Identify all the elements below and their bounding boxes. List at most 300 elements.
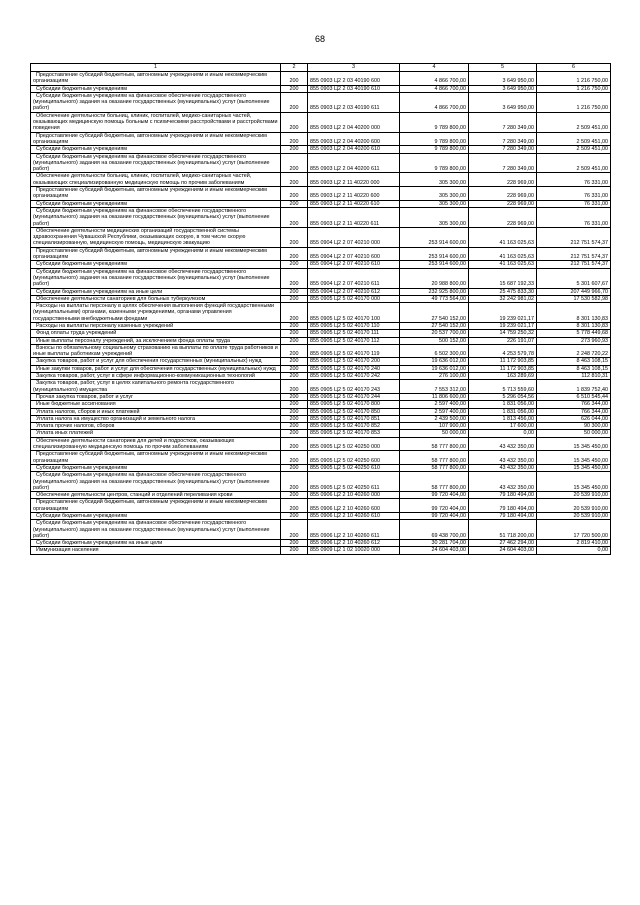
row-value-4-cell: 305 300,00 — [400, 207, 469, 227]
row-value-5-cell: 17 600,00 — [469, 423, 537, 430]
row-value-5-cell: 32 242 981,02 — [469, 295, 537, 302]
row-code-cell: 855 0904 Ц2 2 07 40210 000 — [308, 227, 400, 247]
row-column-2-cell: 200 — [281, 464, 308, 471]
table-row — [31, 247, 611, 261]
row-value-6-cell: 0,00 — [537, 547, 611, 554]
row-column-2-cell: 200 — [281, 472, 308, 492]
row-name-cell: Субсидии бюджетным учреждениям на финансовое обеспечение государственного (муниципального) задания на оказание государственных (муниципальных) услуг (выполнение работ) — [31, 207, 281, 227]
row-name-cell: Уплата налогов, сборов и иных платежей — [31, 408, 281, 415]
row-value-6-cell: 76 331,00 — [537, 173, 611, 187]
row-column-2-cell: 200 — [281, 408, 308, 415]
row-code-cell: 855 0903 Ц2 2 04 40200 600 — [308, 132, 400, 146]
row-code-cell: 855 0906 Ц2 2 10 40260 000 — [308, 492, 400, 499]
row-name-cell: Предоставление субсидий бюджетным, автономным учреждениям и иным некоммерческим организациям — [31, 247, 281, 261]
row-value-5-cell: 5 296 054,56 — [469, 393, 537, 400]
row-code-cell: 855 0905 Ц2 5 02 40170 853 — [308, 430, 400, 437]
row-column-2-cell: 200 — [281, 288, 308, 295]
table-row — [31, 492, 611, 499]
row-value-5-cell: 24 604 403,00 — [469, 547, 537, 554]
table-row — [31, 547, 611, 554]
row-column-2-cell: 200 — [281, 303, 308, 323]
row-value-6-cell: 8 301 130,83 — [537, 322, 611, 329]
row-code-cell: 855 0905 Ц2 5 02 40250 000 — [308, 437, 400, 451]
row-value-5-cell: 43 432 350,00 — [469, 451, 537, 465]
row-value-6-cell: 90 300,00 — [537, 423, 611, 430]
row-code-cell: 855 0905 Ц2 5 02 40170 852 — [308, 423, 400, 430]
row-column-2-cell: 200 — [281, 330, 308, 337]
row-column-2-cell: 200 — [281, 227, 308, 247]
row-value-5-cell: 79 180 494,00 — [469, 513, 537, 520]
table-row — [31, 322, 611, 329]
row-name-cell: Иные закупки товаров, работ и услуг для обеспечения государственных (муниципальных) нужд — [31, 365, 281, 372]
row-value-4-cell: 2 597 400,00 — [400, 401, 469, 408]
row-column-2-cell: 200 — [281, 85, 308, 92]
row-name-cell: Субсидии бюджетным учреждениям — [31, 261, 281, 268]
row-code-cell: 855 0905 Ц2 5 02 40170 244 — [308, 393, 400, 400]
row-name-cell: Субсидии бюджетным учреждениям на иные цели — [31, 540, 281, 547]
table-row — [31, 153, 611, 173]
row-code-cell: 855 0905 Ц2 5 02 40170 240 — [308, 365, 400, 372]
row-value-4-cell: 107 900,00 — [400, 423, 469, 430]
row-name-cell: Закупка товаров, работ и услуг для обеспечения государственных (муниципальных) нужд — [31, 358, 281, 365]
table-row — [31, 513, 611, 520]
table-row — [31, 344, 611, 358]
row-value-6-cell: 76 331,00 — [537, 200, 611, 207]
table-row — [31, 401, 611, 408]
table-row — [31, 540, 611, 547]
row-value-4-cell: 253 914 600,00 — [400, 227, 469, 247]
table-row — [31, 303, 611, 323]
table-row — [31, 437, 611, 451]
row-value-5-cell: 19 239 021,17 — [469, 303, 537, 323]
row-value-5-cell: 7 280 349,00 — [469, 146, 537, 153]
row-value-6-cell: 8 463 108,15 — [537, 358, 611, 365]
row-code-cell: 855 0904 Ц2 2 07 40210 611 — [308, 268, 400, 288]
row-name-cell: Уплата налога на имущество организаций и земельного налога — [31, 415, 281, 422]
table-row — [31, 430, 611, 437]
row-value-5-cell: 14 759 250,32 — [469, 330, 537, 337]
row-name-cell: Обеспечение деятельности санаториев для больных туберкулезом — [31, 295, 281, 302]
row-value-4-cell: 19 636 012,00 — [400, 365, 469, 372]
row-value-5-cell: 41 163 025,63 — [469, 227, 537, 247]
table-row — [31, 373, 611, 380]
row-value-6-cell: 212 751 574,37 — [537, 227, 611, 247]
row-value-5-cell: 228 969,00 — [469, 200, 537, 207]
row-value-5-cell: 1 831 056,00 — [469, 408, 537, 415]
row-value-6-cell: 15 345 450,00 — [537, 472, 611, 492]
row-value-6-cell: 212 751 574,37 — [537, 247, 611, 261]
row-value-5-cell: 7 280 349,00 — [469, 112, 537, 132]
row-column-2-cell: 200 — [281, 520, 308, 540]
row-column-2-cell: 200 — [281, 337, 308, 344]
row-value-5-cell: 41 163 025,63 — [469, 261, 537, 268]
row-value-5-cell: 15 687 192,33 — [469, 268, 537, 288]
row-name-cell: Субсидии бюджетным учреждениям — [31, 85, 281, 92]
row-value-6-cell: 766 344,00 — [537, 401, 611, 408]
row-code-cell: 855 0905 Ц2 5 02 40170 850 — [308, 408, 400, 415]
table-row — [31, 499, 611, 513]
row-value-6-cell: 20 539 910,00 — [537, 513, 611, 520]
row-value-5-cell: 3 649 950,00 — [469, 72, 537, 86]
row-column-2-cell: 200 — [281, 173, 308, 187]
table-row — [31, 330, 611, 337]
row-value-6-cell: 2 248 720,22 — [537, 344, 611, 358]
row-value-6-cell: 1 216 750,00 — [537, 92, 611, 112]
row-value-6-cell: 15 345 450,00 — [537, 451, 611, 465]
row-value-4-cell: 9 789 800,00 — [400, 146, 469, 153]
table-row — [31, 295, 611, 302]
row-value-4-cell: 305 300,00 — [400, 187, 469, 201]
column-header-5: 5 — [469, 64, 537, 72]
row-name-cell: Иные бюджетные ассигнования — [31, 401, 281, 408]
budget-table — [30, 63, 611, 555]
row-value-6-cell: 212 751 574,37 — [537, 261, 611, 268]
row-code-cell: 855 0903 Ц2 2 04 40200 610 — [308, 146, 400, 153]
row-value-5-cell: 51 718 200,00 — [469, 520, 537, 540]
row-code-cell: 855 0905 Ц2 5 02 40250 611 — [308, 472, 400, 492]
row-code-cell: 855 0903 Ц2 2 11 40220 600 — [308, 187, 400, 201]
row-code-cell: 855 0903 Ц2 2 11 40220 610 — [308, 200, 400, 207]
row-column-2-cell: 200 — [281, 261, 308, 268]
row-column-2-cell: 200 — [281, 393, 308, 400]
table-row — [31, 423, 611, 430]
table-row — [31, 380, 611, 394]
row-value-4-cell: 69 438 700,00 — [400, 520, 469, 540]
table-row — [31, 358, 611, 365]
column-header-2: 2 — [281, 64, 308, 72]
row-value-6-cell: 273 960,93 — [537, 337, 611, 344]
row-value-5-cell: 41 163 025,63 — [469, 247, 537, 261]
column-header-6: 6 — [537, 64, 611, 72]
row-code-cell: 855 0905 Ц2 5 02 40170 110 — [308, 322, 400, 329]
row-code-cell: 855 0905 Ц2 5 02 40250 610 — [308, 464, 400, 471]
column-header-3: 3 — [308, 64, 400, 72]
row-value-5-cell: 228 969,00 — [469, 187, 537, 201]
row-value-4-cell: 49 773 564,00 — [400, 295, 469, 302]
row-name-cell: Субсидии бюджетным учреждениям на иные цели — [31, 288, 281, 295]
row-code-cell: 855 0906 Ц2 2 10 40260 611 — [308, 520, 400, 540]
row-value-4-cell: 20 988 800,00 — [400, 268, 469, 288]
row-name-cell: Фонд оплаты труда учреждений — [31, 330, 281, 337]
row-value-6-cell: 1 839 752,40 — [537, 380, 611, 394]
table-row — [31, 187, 611, 201]
row-column-2-cell: 200 — [281, 207, 308, 227]
row-code-cell: 855 0905 Ц2 5 02 40170 100 — [308, 303, 400, 323]
row-value-4-cell: 6 502 300,00 — [400, 344, 469, 358]
row-code-cell: 855 0905 Ц2 5 02 40170 200 — [308, 358, 400, 365]
row-value-4-cell: 500 152,00 — [400, 337, 469, 344]
row-value-4-cell: 50 000,00 — [400, 430, 469, 437]
row-value-5-cell: 4 253 579,78 — [469, 344, 537, 358]
row-value-5-cell: 1 813 456,00 — [469, 415, 537, 422]
row-name-cell: Взносы по обязательному социальному страхованию на выплаты по оплате труда работников и иные выплаты работникам учреждений — [31, 344, 281, 358]
row-value-5-cell: 226 191,07 — [469, 337, 537, 344]
row-name-cell: Субсидии бюджетным учреждениям — [31, 146, 281, 153]
row-code-cell: 855 0903 Ц2 2 11 40220 000 — [308, 173, 400, 187]
row-column-2-cell: 200 — [281, 295, 308, 302]
row-column-2-cell: 200 — [281, 92, 308, 112]
row-name-cell: Расходы на выплаты персоналу казенных учреждений — [31, 322, 281, 329]
row-value-4-cell: 232 925 800,00 — [400, 288, 469, 295]
row-column-2-cell: 200 — [281, 451, 308, 465]
row-code-cell: 855 0905 Ц2 5 02 40250 600 — [308, 451, 400, 465]
table-row — [31, 520, 611, 540]
row-value-6-cell: 50 000,00 — [537, 430, 611, 437]
row-name-cell: Обеспечение деятельности больниц, клиник, госпиталей, медико-санитарных частей, оказывающих медицинскую помощь больным с психическими расстройствами и расстройствами поведения — [31, 112, 281, 132]
row-value-4-cell: 58 777 800,00 — [400, 464, 469, 471]
table-row — [31, 408, 611, 415]
row-column-2-cell: 200 — [281, 247, 308, 261]
row-code-cell: 855 0903 Ц2 2 04 40200 611 — [308, 153, 400, 173]
row-name-cell: Предоставление субсидий бюджетным, автономным учреждениям и иным некоммерческим организациям — [31, 132, 281, 146]
row-value-6-cell: 5 778 449,68 — [537, 330, 611, 337]
row-code-cell: 855 0903 Ц2 2 03 40190 600 — [308, 72, 400, 86]
table-header-row — [31, 64, 611, 72]
table-row — [31, 268, 611, 288]
row-column-2-cell: 200 — [281, 430, 308, 437]
row-column-2-cell: 200 — [281, 423, 308, 430]
table-row — [31, 464, 611, 471]
row-value-4-cell: 27 540 152,00 — [400, 322, 469, 329]
row-name-cell: Предоставление субсидий бюджетным, автономным учреждениям и иным некоммерческим организациям — [31, 451, 281, 465]
row-column-2-cell: 200 — [281, 365, 308, 372]
row-value-4-cell: 305 300,00 — [400, 173, 469, 187]
row-value-4-cell: 7 553 312,00 — [400, 380, 469, 394]
row-value-4-cell: 9 789 800,00 — [400, 153, 469, 173]
row-value-5-cell: 1 831 056,00 — [469, 401, 537, 408]
row-value-4-cell: 2 439 500,00 — [400, 415, 469, 422]
row-value-6-cell: 1 216 750,00 — [537, 85, 611, 92]
row-column-2-cell: 200 — [281, 153, 308, 173]
row-value-5-cell: 27 462 294,00 — [469, 540, 537, 547]
row-name-cell: Обеспечение деятельности медицинских организаций государственной системы здравоохранения Чувашской Республики, оказывающих скорую, в том числе скорую специализированную, медицинскую помощь, медицинскую эвакуацию — [31, 227, 281, 247]
row-value-4-cell: 253 914 600,00 — [400, 261, 469, 268]
table-row — [31, 451, 611, 465]
row-column-2-cell: 200 — [281, 72, 308, 86]
row-value-4-cell: 20 537 700,00 — [400, 330, 469, 337]
row-name-cell: Предоставление субсидий бюджетным, автономным учреждениям и иным некоммерческим организациям — [31, 72, 281, 86]
row-value-4-cell: 253 914 600,00 — [400, 247, 469, 261]
row-value-5-cell: 7 280 349,00 — [469, 132, 537, 146]
row-value-6-cell: 20 539 910,00 — [537, 492, 611, 499]
row-value-4-cell: 27 540 152,00 — [400, 303, 469, 323]
row-value-6-cell: 20 539 910,00 — [537, 499, 611, 513]
row-value-4-cell: 99 720 404,00 — [400, 513, 469, 520]
row-column-2-cell: 200 — [281, 344, 308, 358]
row-name-cell: Уплата прочих налогов, сборов — [31, 423, 281, 430]
row-value-6-cell: 2 509 451,00 — [537, 146, 611, 153]
row-value-6-cell: 766 344,00 — [537, 408, 611, 415]
row-value-5-cell: 79 180 494,00 — [469, 492, 537, 499]
row-code-cell: 855 0904 Ц2 2 07 40210 612 — [308, 288, 400, 295]
row-column-2-cell: 200 — [281, 358, 308, 365]
row-value-6-cell: 15 345 450,00 — [537, 437, 611, 451]
row-value-5-cell: 11 172 903,85 — [469, 365, 537, 372]
row-value-6-cell: 76 331,00 — [537, 187, 611, 201]
row-name-cell: Обеспечение деятельности санаториев для детей и подростков, оказывающих специализированную медицинскую помощь по прочим заболеваниям — [31, 437, 281, 451]
table-row — [31, 85, 611, 92]
table-row — [31, 415, 611, 422]
row-name-cell: Субсидии бюджетным учреждениям на финансовое обеспечение государственного (муниципального) задания на оказание государственных (муниципальных) услуг (выполнение работ) — [31, 92, 281, 112]
row-value-6-cell: 8 463 108,15 — [537, 365, 611, 372]
row-value-5-cell: 3 649 950,00 — [469, 85, 537, 92]
row-value-4-cell: 305 300,00 — [400, 200, 469, 207]
row-value-6-cell: 2 819 410,00 — [537, 540, 611, 547]
row-name-cell: Субсидии бюджетным учреждениям на финансовое обеспечение государственного (муниципального) задания на оказание государственных (муниципальных) услуг (выполнение работ) — [31, 520, 281, 540]
row-code-cell: 855 0906 Ц2 2 10 40260 612 — [308, 540, 400, 547]
row-value-6-cell: 1 216 750,00 — [537, 72, 611, 86]
row-code-cell: 855 0905 Ц2 5 02 40170 119 — [308, 344, 400, 358]
row-value-4-cell: 11 806 600,00 — [400, 393, 469, 400]
row-value-6-cell: 6 510 545,44 — [537, 393, 611, 400]
table-row — [31, 132, 611, 146]
row-column-2-cell: 200 — [281, 499, 308, 513]
row-column-2-cell: 200 — [281, 146, 308, 153]
table-row — [31, 146, 611, 153]
table-row — [31, 112, 611, 132]
row-value-5-cell: 228 969,00 — [469, 173, 537, 187]
column-header-4: 4 — [400, 64, 469, 72]
row-name-cell: Субсидии бюджетным учреждениям на финансовое обеспечение государственного (муниципального) задания на оказание государственных (муниципальных) услуг (выполнение работ) — [31, 153, 281, 173]
row-code-cell: 855 0903 Ц2 2 04 40200 000 — [308, 112, 400, 132]
row-value-5-cell: 79 180 494,00 — [469, 499, 537, 513]
table-row — [31, 261, 611, 268]
row-column-2-cell: 200 — [281, 373, 308, 380]
row-value-4-cell: 9 789 800,00 — [400, 112, 469, 132]
row-column-2-cell: 200 — [281, 187, 308, 201]
row-value-4-cell: 4 866 700,00 — [400, 92, 469, 112]
table-row — [31, 365, 611, 372]
row-value-5-cell: 3 649 950,00 — [469, 92, 537, 112]
row-name-cell: Иммунизация населения — [31, 547, 281, 554]
row-column-2-cell: 200 — [281, 540, 308, 547]
row-value-6-cell: 2 509 451,00 — [537, 153, 611, 173]
row-code-cell: 855 0905 Ц2 5 02 40170 851 — [308, 415, 400, 422]
row-name-cell: Обеспечение деятельности больниц, клиник, госпиталей, медико-санитарных частей, оказывающих специализированную медицинскую помощь по прочим заболеваниям — [31, 173, 281, 187]
row-code-cell: 855 0904 Ц2 2 07 40210 610 — [308, 261, 400, 268]
row-value-5-cell: 5 713 559,60 — [469, 380, 537, 394]
table-row — [31, 393, 611, 400]
row-value-5-cell: 25 475 833,30 — [469, 288, 537, 295]
row-name-cell: Предоставление субсидий бюджетным, автономным учреждениям и иным некоммерческим организациям — [31, 187, 281, 201]
table-row — [31, 72, 611, 86]
row-value-5-cell: 11 172 903,85 — [469, 358, 537, 365]
row-name-cell: Уплата иных платежей — [31, 430, 281, 437]
row-code-cell: 855 0905 Ц2 5 02 40170 242 — [308, 373, 400, 380]
row-column-2-cell: 200 — [281, 547, 308, 554]
row-value-6-cell: 17 720 500,00 — [537, 520, 611, 540]
table-row — [31, 227, 611, 247]
column-header-1: 1 — [31, 64, 281, 72]
table-row — [31, 472, 611, 492]
row-name-cell: Субсидии бюджетным учреждениям на финансовое обеспечение государственного (муниципального) задания на оказание государственных (муниципальных) услуг (выполнение работ) — [31, 472, 281, 492]
row-value-4-cell: 99 720 404,00 — [400, 499, 469, 513]
row-value-4-cell: 58 777 800,00 — [400, 437, 469, 451]
row-code-cell: 855 0905 Ц2 5 02 40170 243 — [308, 380, 400, 394]
table-row — [31, 207, 611, 227]
row-value-6-cell: 2 509 451,00 — [537, 132, 611, 146]
row-code-cell: 855 0903 Ц2 2 03 40190 611 — [308, 92, 400, 112]
row-value-4-cell: 276 100,00 — [400, 373, 469, 380]
row-value-5-cell: 43 432 350,00 — [469, 464, 537, 471]
row-name-cell: Субсидии бюджетным учреждениям — [31, 513, 281, 520]
row-value-4-cell: 99 720 404,00 — [400, 492, 469, 499]
row-value-4-cell: 24 604 403,00 — [400, 547, 469, 554]
row-value-4-cell: 58 777 800,00 — [400, 472, 469, 492]
row-value-4-cell: 58 777 800,00 — [400, 451, 469, 465]
row-name-cell: Субсидии бюджетным учреждениям — [31, 200, 281, 207]
row-value-5-cell: 0,00 — [469, 430, 537, 437]
row-value-6-cell: 8 301 130,83 — [537, 303, 611, 323]
row-code-cell: 855 0905 Ц2 5 02 40170 112 — [308, 337, 400, 344]
row-value-6-cell: 5 301 607,67 — [537, 268, 611, 288]
page-number: 68 — [314, 34, 325, 44]
row-code-cell: 855 0906 Ц2 2 10 40260 610 — [308, 513, 400, 520]
row-code-cell: 855 0904 Ц2 2 07 40210 600 — [308, 247, 400, 261]
row-value-4-cell: 30 281 704,00 — [400, 540, 469, 547]
row-code-cell: 855 0909 Ц2 1 02 10020 000 — [308, 547, 400, 554]
row-value-4-cell: 2 597 400,00 — [400, 408, 469, 415]
row-name-cell: Субсидии бюджетным учреждениям на финансовое обеспечение государственного (муниципального) задания на оказание государственных (муниципальных) услуг (выполнение работ) — [31, 268, 281, 288]
table-row — [31, 173, 611, 187]
row-value-5-cell: 228 969,00 — [469, 207, 537, 227]
row-name-cell: Субсидии бюджетным учреждениям — [31, 464, 281, 471]
row-value-4-cell: 19 636 012,00 — [400, 358, 469, 365]
row-name-cell: Расходы на выплаты персоналу в целях обеспечения выполнения функций государственными (муниципальными) органами, казенными учреждениями, органами управления государственными внебюджетными фондами — [31, 303, 281, 323]
row-column-2-cell: 200 — [281, 322, 308, 329]
row-column-2-cell: 200 — [281, 268, 308, 288]
row-column-2-cell: 200 — [281, 380, 308, 394]
row-code-cell: 855 0903 Ц2 2 11 40220 611 — [308, 207, 400, 227]
row-value-4-cell: 9 789 800,00 — [400, 132, 469, 146]
row-value-5-cell: 7 280 349,00 — [469, 153, 537, 173]
row-name-cell: Иные выплаты персоналу учреждений, за исключением фонда оплаты труда — [31, 337, 281, 344]
row-value-6-cell: 17 530 582,98 — [537, 295, 611, 302]
row-name-cell: Прочая закупка товаров, работ и услуг — [31, 393, 281, 400]
row-column-2-cell: 200 — [281, 415, 308, 422]
table-row — [31, 200, 611, 207]
table-row — [31, 337, 611, 344]
row-code-cell: 855 0905 Ц2 5 02 40170 000 — [308, 295, 400, 302]
table-row — [31, 92, 611, 112]
row-column-2-cell: 200 — [281, 401, 308, 408]
row-value-4-cell: 4 866 700,00 — [400, 85, 469, 92]
row-code-cell: 855 0906 Ц2 2 10 40260 600 — [308, 499, 400, 513]
row-name-cell: Обеспечение деятельности центров, станций и отделений переливания крови — [31, 492, 281, 499]
row-value-6-cell: 76 331,00 — [537, 207, 611, 227]
row-column-2-cell: 200 — [281, 112, 308, 132]
row-name-cell: Закупка товаров, работ, услуг в сфере информационно-коммуникационных технологий — [31, 373, 281, 380]
row-code-cell: 855 0905 Ц2 5 02 40170 800 — [308, 401, 400, 408]
row-value-5-cell: 19 239 021,17 — [469, 322, 537, 329]
row-value-6-cell: 207 449 966,70 — [537, 288, 611, 295]
row-value-5-cell: 43 432 350,00 — [469, 437, 537, 451]
row-column-2-cell: 200 — [281, 492, 308, 499]
row-value-6-cell: 626 044,00 — [537, 415, 611, 422]
table-body — [31, 72, 611, 555]
row-column-2-cell: 200 — [281, 513, 308, 520]
row-value-5-cell: 163 289,69 — [469, 373, 537, 380]
row-name-cell: Предоставление субсидий бюджетным, автономным учреждениям и иным некоммерческим организациям — [31, 499, 281, 513]
row-column-2-cell: 200 — [281, 437, 308, 451]
row-value-5-cell: 43 432 350,00 — [469, 472, 537, 492]
row-column-2-cell: 200 — [281, 132, 308, 146]
row-code-cell: 855 0905 Ц2 5 02 40170 111 — [308, 330, 400, 337]
row-name-cell: Закупка товаров, работ, услуг в целях капитального ремонта государственного (муниципального) имущества — [31, 380, 281, 394]
row-code-cell: 855 0903 Ц2 2 03 40190 610 — [308, 85, 400, 92]
row-value-6-cell: 15 345 450,00 — [537, 464, 611, 471]
row-value-4-cell: 4 866 700,00 — [400, 72, 469, 86]
